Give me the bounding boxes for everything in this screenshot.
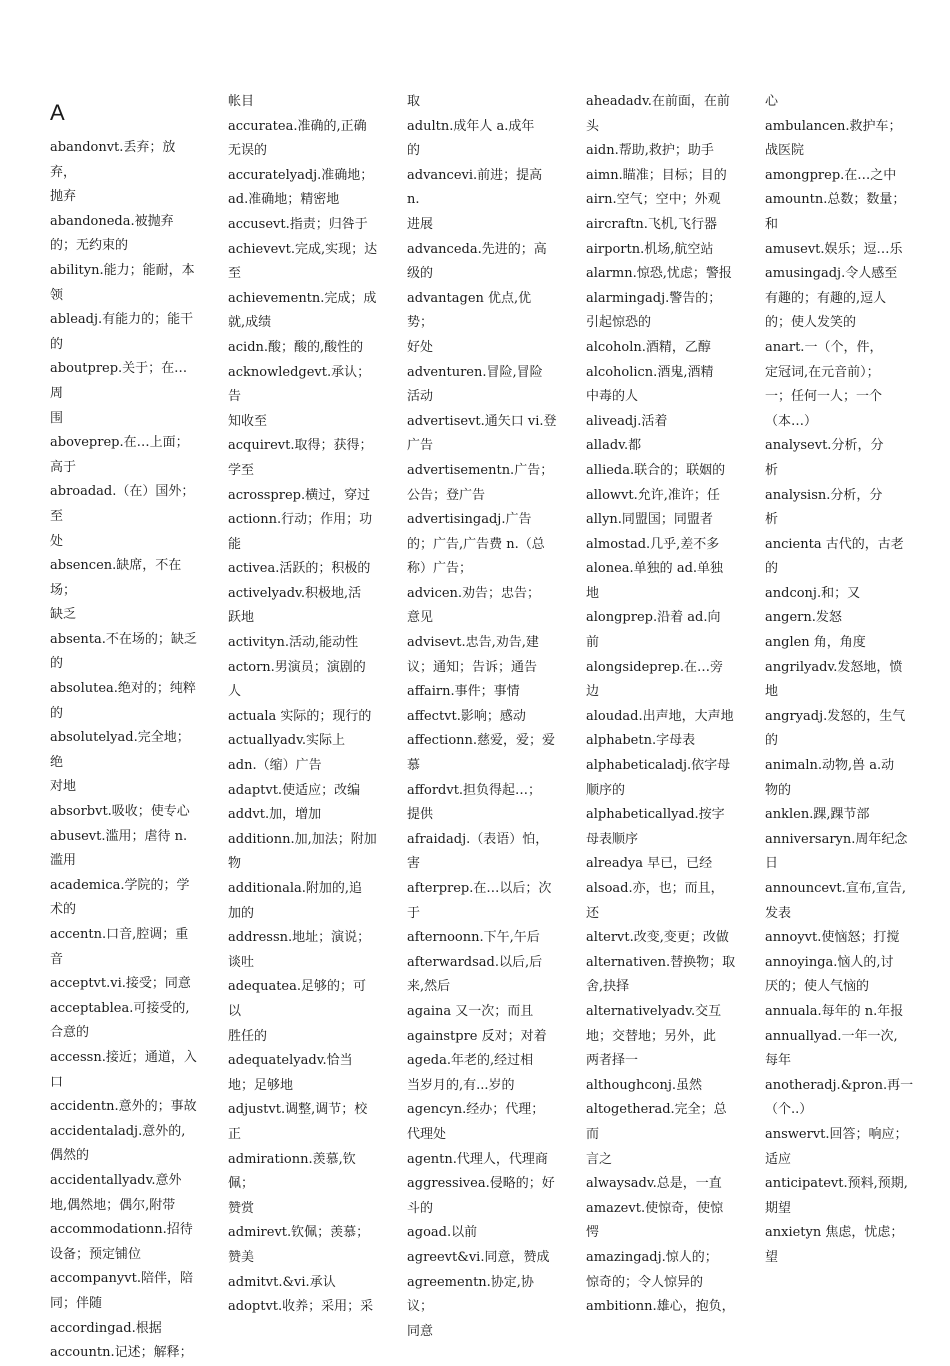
dictionary-entry: academica.学院的；学 术的 xyxy=(50,877,190,918)
dictionary-entry: adn.（缩）广告 xyxy=(228,758,322,774)
dictionary-entry: anotheradj.&pron.再一 （个..） xyxy=(765,1077,914,1118)
dictionary-entry: admirevt.钦佩；羡慕； 赞美 xyxy=(228,1225,370,1265)
dictionary-entry: alphabeticallyad.按字 母表顺序 xyxy=(586,807,725,847)
dictionary-entry: abroadad.（在）国外；至 处 xyxy=(50,484,195,549)
column-3 xyxy=(407,90,557,1344)
dictionary-entry: activityn.活动,能动性 xyxy=(228,635,359,651)
column-4 xyxy=(586,90,736,1320)
dictionary-entry: analysisn.分析，分 析 xyxy=(765,487,883,528)
dictionary-entry: angryadj.发怒的，生气 的 xyxy=(765,708,906,749)
dictionary-entry: accordingad.根据 xyxy=(50,1320,162,1336)
dictionary-entry: affairn.事件；事情 xyxy=(407,684,520,700)
dictionary-entry: altogetherad.完全；总而 言之 xyxy=(586,1102,727,1167)
dictionary-entry: amountn.总数；数量； 和 xyxy=(765,192,906,232)
dictionary-entry: alonea.单独的 ad.单独 地 xyxy=(586,561,724,601)
dictionary-entry: 帐目 xyxy=(228,94,255,109)
dictionary-entry: ambulancen.救护车； 战医院 xyxy=(765,118,902,159)
dictionary-entry: achievevt.完成,实现；达 至 xyxy=(228,241,378,282)
dictionary-entry: allowvt.允许,准许；任 xyxy=(586,487,720,503)
dictionary-entry: addressn.地址；演说； 谈吐 xyxy=(228,930,371,970)
dictionary-entry: affectionn.慈爱，爱；爱 慕 xyxy=(407,733,556,774)
dictionary-entry: afraidadj.（表语）怕，害 xyxy=(407,831,549,872)
dictionary-entry: accessn.接近；通道，入 口 xyxy=(50,1049,197,1090)
dictionary-entry: activea.活跃的；积极的 xyxy=(228,561,371,577)
dictionary-entry: alcoholn.酒精，乙醇 xyxy=(586,339,711,355)
dictionary-entry: additionala.附加的,追 加的 xyxy=(228,881,363,921)
dictionary-entry: actorn.男演员；演剧的 人 xyxy=(228,659,366,700)
dictionary-entry: annuala.每年的 n.年报 xyxy=(765,1003,904,1019)
dictionary-entry: 取 xyxy=(407,94,421,109)
dictionary-entry: alsoad.亦，也；而且，还 xyxy=(586,881,724,921)
dictionary-entry: adaptvt.使适应；改编 xyxy=(228,782,361,798)
dictionary-entry: absolutelyad.完全地；绝 对地 xyxy=(50,730,190,795)
dictionary-entry: adequatelyadv.恰当 地；足够地 xyxy=(228,1053,353,1093)
dictionary-entry: allyn.同盟国；同盟者 xyxy=(586,512,713,528)
dictionary-entry: altervt.改变,变更；改做 xyxy=(586,930,729,946)
dictionary-entry: alcoholicn.酒鬼,酒精 中毒的人 xyxy=(586,364,714,405)
dictionary-entry: amongprep.在…之中 xyxy=(765,167,897,183)
dictionary-entry: alladv.都 xyxy=(586,438,642,454)
dictionary-entry: alternativelyadv.交互 地；交替地；另外，此 两者择一 xyxy=(586,1003,722,1069)
dictionary-entry: althoughconj.虽然 xyxy=(586,1077,703,1093)
dictionary-entry: adequatea.足够的；可以 胜任的 xyxy=(228,979,367,1044)
dictionary-entry: announcevt.宣布,宣告, 发表 xyxy=(765,881,907,921)
dictionary-entry: agreementn.协定,协议； 同意 xyxy=(407,1274,534,1339)
dictionary-entry: againa 又一次；而且 xyxy=(407,1003,534,1019)
dictionary-entry: amazevt.使惊奇，使惊愕 xyxy=(586,1200,724,1241)
dictionary-entry: activelyadv.积极地,活 跃地 xyxy=(228,585,362,626)
dictionary-entry: anniversaryn.周年纪念 日 xyxy=(765,831,908,872)
dictionary-entry: answervt.回答；响应； 适应 xyxy=(765,1126,908,1167)
section-letter: A xyxy=(50,100,65,125)
dictionary-entry: anxietyn 焦虑，忧虑； 望 xyxy=(765,1225,904,1265)
dictionary-entry: absencen.缺席，不在场； 缺乏 xyxy=(50,558,182,623)
dictionary-entry: alphabeticaladj.依字母 顺序的 xyxy=(586,758,731,798)
dictionary-entry: abandoneda.被抛弃 的；无约束的 xyxy=(50,213,174,254)
dictionary-entry: addvt.加，增加 xyxy=(228,807,322,823)
dictionary-entry: actionn.行动；作用；功 能 xyxy=(228,512,373,552)
dictionary-entry: accuratelyadj.准确地； ad.准确地；精密地 xyxy=(228,167,374,208)
dictionary-entry: aimn.瞄准；目标；目的 xyxy=(586,167,727,183)
dictionary-entry: alreadya 早已，已经 xyxy=(586,856,713,872)
dictionary-entry: accidentaladj.意外的, 偶然的 xyxy=(50,1123,186,1164)
dictionary-entry: amusingadj.令人感至 有趣的；有趣的,逗人 的；使人发笑的 xyxy=(765,266,898,331)
dictionary-entry: admirationn.羡慕,钦佩； 赞赏 xyxy=(228,1151,356,1216)
dictionary-entry: accompanyvt.陪伴，陪 同；伴随 xyxy=(50,1271,193,1311)
dictionary-entry: advisevt.忠告,劝告,建 议；通知；告诉；通告 xyxy=(407,635,539,675)
dictionary-entry: absenta.不在场的；缺乏 的 xyxy=(50,631,197,672)
dictionary-entry: alternativen.替换物；取 舍,抉择 xyxy=(586,954,736,995)
dictionary-entry: agencyn.经办；代理； 代理处 xyxy=(407,1102,545,1142)
dictionary-entry: agoad.以前 xyxy=(407,1225,478,1241)
dictionary-entry: accidentn.意外的；事故 xyxy=(50,1099,197,1115)
dictionary-entry: alarmn.惊恐,忧虑；警报 xyxy=(586,266,732,282)
dictionary-entry: adultn.成年人 a.成年 的 xyxy=(407,118,535,159)
dictionary-entry: aliveadj.活着 xyxy=(586,413,668,429)
dictionary-entry: ambitionn.雄心，抱负， xyxy=(586,1299,735,1315)
dictionary-entry: aboveprep.在…上面； 高于 xyxy=(50,435,189,475)
dictionary-entry: alphabetn.字母表 xyxy=(586,733,696,749)
dictionary-entry: anticipatevt.预料,预期, 期望 xyxy=(765,1176,908,1216)
dictionary-entry: amazingadj.惊人的； 惊奇的；令人惊异的 xyxy=(586,1249,718,1290)
dictionary-entry: adjustvt.调整,调节；校 正 xyxy=(228,1102,368,1142)
dictionary-entry: acknowledgevt.承认；告 知收至 xyxy=(228,364,371,429)
dictionary-entry: accusevt.指责；归咎于 xyxy=(228,216,368,232)
column-2 xyxy=(228,90,378,1320)
dictionary-entry: afterwardsad.以后,后 来,然后 xyxy=(407,954,543,995)
dictionary-entry: advancevi.前进；提高 n. 进展 xyxy=(407,167,543,232)
dictionary-entry: affordvt.担负得起…； 提供 xyxy=(407,782,542,823)
dictionary-entry: acidn.酸；酸的,酸性的 xyxy=(228,339,364,355)
dictionary-entry: annoyvt.使恼怒；打搅 xyxy=(765,930,900,946)
dictionary-entry: achievementn.完成；成 就,成绩 xyxy=(228,290,377,331)
dictionary-entry: agentn.代理人，代理商 xyxy=(407,1151,548,1167)
dictionary-entry: actuala 实际的；现行的 xyxy=(228,708,372,724)
dictionary-entry: angern.发怒 xyxy=(765,610,842,626)
dictionary-entry: anart.一（个，件， 定冠词,在元音前）； 一；任何一人；一个 （本…） xyxy=(765,339,883,429)
dictionary-entry: acrossprep.横过，穿过 xyxy=(228,487,371,503)
dictionary-entry: annuallyad.一年一次, 每年 xyxy=(765,1028,898,1069)
dictionary-entry: aidn.帮助,救护；助手 xyxy=(586,143,714,159)
dictionary-entry: accommodationn.招待 设备；预定铺位 xyxy=(50,1222,193,1262)
dictionary-entry: advertisementn.广告； 公告；登广告 xyxy=(407,462,554,503)
dictionary-entry: absolutea.绝对的；纯粹 的 xyxy=(50,681,196,721)
dictionary-entry: actuallyadv.实际上 xyxy=(228,733,346,749)
dictionary-entry: alwaysadv.总是，一直 xyxy=(586,1176,722,1192)
dictionary-entry: advicen.劝告；忠告； 意见 xyxy=(407,585,541,626)
dictionary-entry: ancienta 古代的，古老 的 xyxy=(765,536,904,577)
dictionary-entry: alongprep.沿着 ad.向 前 xyxy=(586,610,721,651)
dictionary-entry: aboutprep.关于；在…周 围 xyxy=(50,361,188,426)
dictionary-entry: admitvt.&vi.承认 xyxy=(228,1274,336,1290)
dictionary-entry: abandonvt.丢弃；放弃， 抛弃 xyxy=(50,140,176,205)
dictionary-entry: accuratea.准确的,正确 无误的 xyxy=(228,118,367,159)
dictionary-entry: absorbvt.吸收；使专心 xyxy=(50,804,190,820)
dictionary-entry: almostad.几乎,差不多 xyxy=(586,536,720,552)
dictionary-entry: afterprep.在…以后；次 于 xyxy=(407,881,552,921)
dictionary-entry: abusevt.滥用；虐待 n. 滥用 xyxy=(50,828,188,869)
dictionary-entry: acquirevt.取得；获得； 学至 xyxy=(228,438,373,478)
dictionary-entry: agreevt&vi.同意，赞成 xyxy=(407,1249,550,1265)
dictionary-entry: abilityn.能力；能耐，本 领 xyxy=(50,262,195,303)
dictionary-entry: airportn.机场,航空站 xyxy=(586,241,714,257)
dictionary-entry: animaln.动物,兽 a.动 物的 xyxy=(765,758,895,798)
dictionary-entry: anklen.踝,踝节部 xyxy=(765,807,870,823)
dictionary-entry: acceptvt.vi.接受；同意 xyxy=(50,976,191,992)
dictionary-entry: advertisevt.通矢口 vi.登 广告 xyxy=(407,413,557,454)
dictionary-entry: acceptablea.可接受的, 合意的 xyxy=(50,1000,190,1041)
column-1 xyxy=(50,136,200,1366)
dictionary-entry: alongsideprep.在…旁 边 xyxy=(586,659,723,700)
dictionary-entry: angrilyadv.发怒地，愤 地 xyxy=(765,659,903,700)
dictionary-entry: adoptvt.收养；采用；采 xyxy=(228,1299,374,1315)
dictionary-entry: accountn.记述；解释； xyxy=(50,1345,193,1361)
dictionary-entry: ageda.年老的,经过相 当岁月的,有...岁的 xyxy=(407,1053,534,1093)
dictionary-entry: adventuren.冒险,冒险 活动 xyxy=(407,364,543,405)
dictionary-entry: againstpre 反对；对着 xyxy=(407,1028,547,1044)
dictionary-entry: accentn.口音,腔调；重 音 xyxy=(50,927,189,967)
dictionary-entry: allieda.联合的；联姻的 xyxy=(586,462,726,478)
dictionary-entry: analysevt.分析，分 析 xyxy=(765,438,884,478)
dictionary-entry: andconj.和；又 xyxy=(765,585,861,601)
dictionary-entry: additionn.加,加法；附加 物 xyxy=(228,831,377,872)
dictionary-entry: alarmingadj.警告的； 引起惊恐的 xyxy=(586,290,722,331)
dictionary-entry: accidentallyadv.意外 地,偶然地；偶尔,附带 xyxy=(50,1172,182,1213)
dictionary-entry: aloudad.出声地，大声地 xyxy=(586,708,734,724)
dictionary-entry: airn.空气；空中；外观 xyxy=(586,192,721,208)
dictionary-entry: advanceda.先进的；高 级的 xyxy=(407,241,547,282)
dictionary-entry: advertisingadj.广告 的；广告,广告费 n.（总 称）广告； xyxy=(407,512,545,577)
dictionary-entry: advantagen 优点,优势； 好处 xyxy=(407,290,532,355)
column-5 xyxy=(765,90,915,1271)
dictionary-entry: aircraftn.飞机,飞行器 xyxy=(586,216,718,232)
dictionary-entry: aggressivea.侵略的；好 斗的 xyxy=(407,1176,555,1216)
dictionary-entry: anglen 角，角度 xyxy=(765,635,866,651)
dictionary-entry: annoyinga.恼人的,讨 厌的；使人气恼的 xyxy=(765,954,894,995)
dictionary-entry: affectvt.影响；感动 xyxy=(407,708,526,724)
dictionary-entry: amusevt.娱乐；逗…乐 xyxy=(765,241,903,257)
dictionary-entry: afternoonn.下午,午后 xyxy=(407,930,540,946)
dictionary-entry: ableadj.有能力的；能干 的 xyxy=(50,312,194,352)
dictionary-entry: 心 xyxy=(765,94,779,109)
dictionary-entry: aheadadv.在前面，在前 头 xyxy=(586,94,730,134)
